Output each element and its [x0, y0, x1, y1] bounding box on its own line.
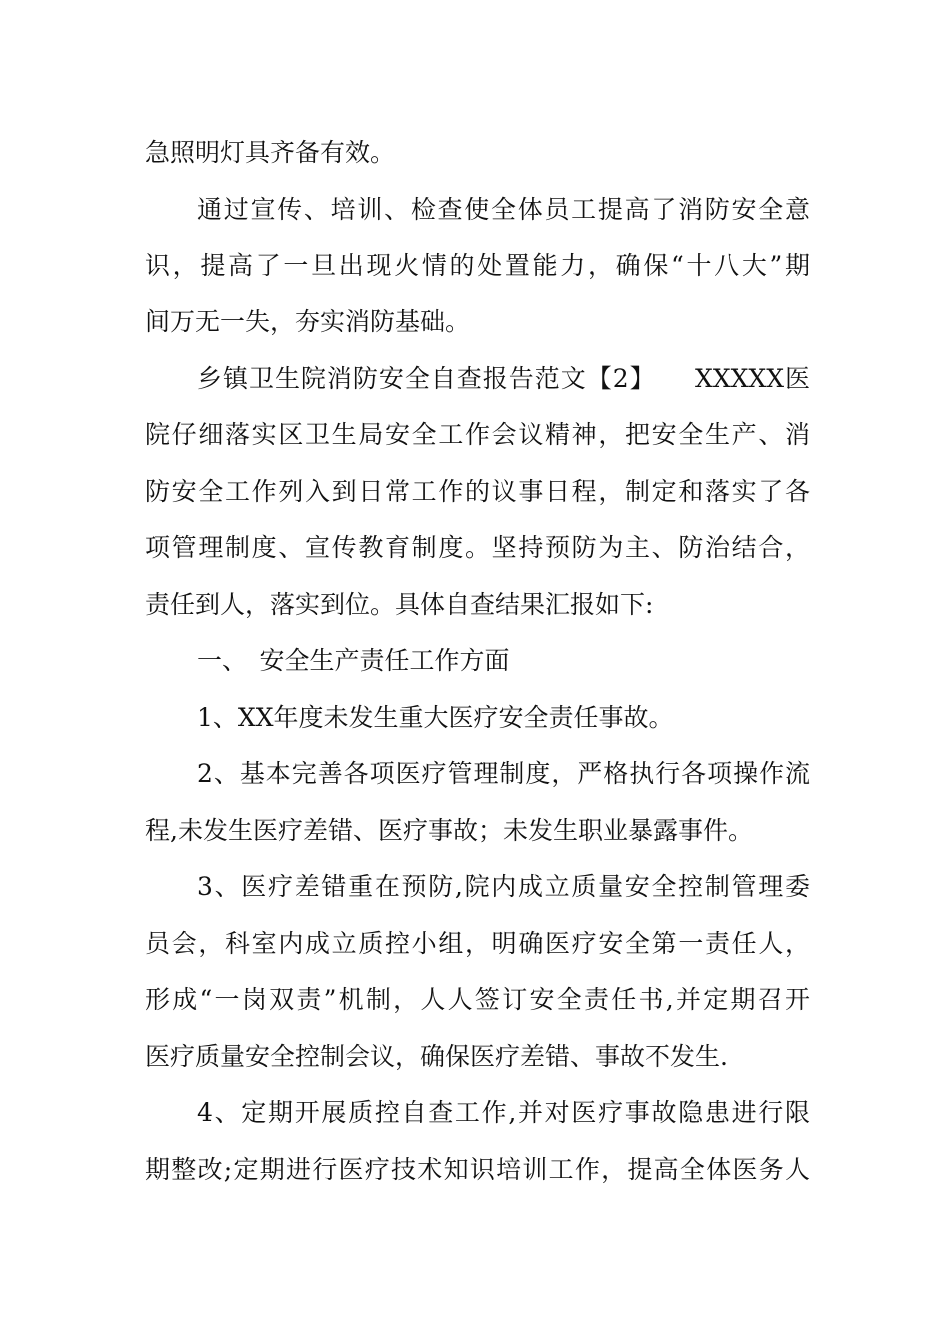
text-line-16: 形成“一岗双责”机制，人人签订安全责任书,并定期召开: [145, 985, 810, 1014]
text-line-8: 项管理制度、宣传教育制度。坚持预防为主、防治结合，: [145, 533, 810, 562]
text-line-17: 医疗质量安全控制会议，确保医疗差错、事故不发生.: [145, 1042, 728, 1071]
text-line-5: 乡镇卫生院消防安全自查报告范文【2】 XXXXX医: [197, 364, 810, 393]
text-line-12: 2、基本完善各项医疗管理制度，严格执行各项操作流: [197, 759, 810, 788]
text-line-10: 一、 安全生产责任工作方面: [197, 646, 510, 675]
text-line-14: 3、医疗差错重在预防,院内成立质量安全控制管理委: [197, 872, 810, 901]
text-line-6: 院仔细落实区卫生局安全工作会议精神，把安全生产、消: [145, 420, 810, 449]
text-line-19: 期整改;定期进行医疗技术知识培训工作，提高全体医务人: [145, 1155, 810, 1184]
text-line-7: 防安全工作列入到日常工作的议事日程，制定和落实了各: [145, 477, 810, 506]
text-line-9: 责任到人，落实到位。具体自查结果汇报如下:: [145, 590, 654, 619]
text-line-18: 4、定期开展质控自查工作,并对医疗事故隐患进行限: [197, 1098, 810, 1127]
text-line-1: 急照明灯具齐备有效。: [145, 138, 396, 167]
text-line-11: 1、XX年度未发生重大医疗安全责任事故。: [197, 703, 674, 732]
text-line-2: 通过宣传、培训、检查使全体员工提高了消防安全意: [197, 195, 810, 224]
text-line-4: 间万无一失，夯实消防基础。: [145, 307, 471, 336]
text-line-15: 员会，科室内成立质控小组，明确医疗安全第一责任人，: [145, 929, 810, 958]
text-line-3: 识，提高了一旦出现火情的处置能力，确保“十八大”期: [145, 251, 810, 280]
text-line-13: 程,未发生医疗差错、医疗事故；未发生职业暴露事件。: [145, 816, 753, 845]
